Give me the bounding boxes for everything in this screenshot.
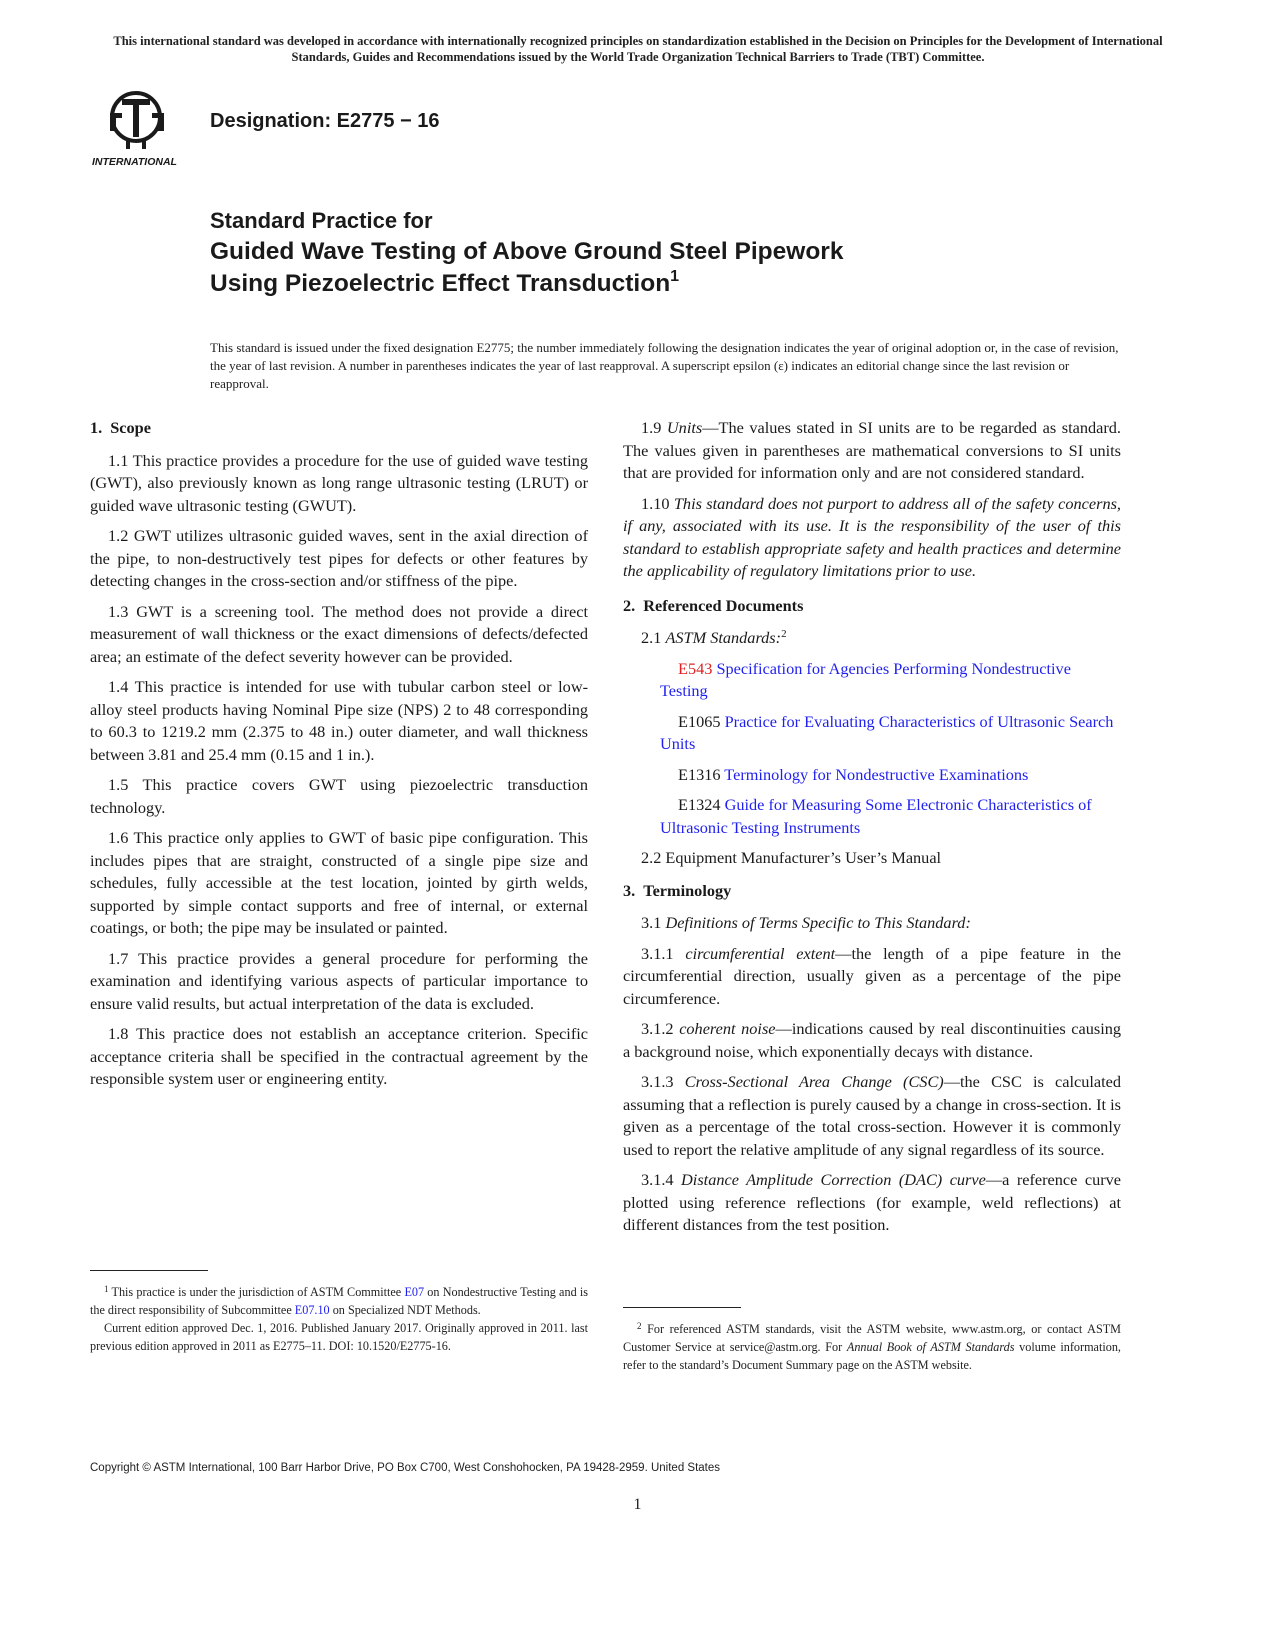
definition-text: —a reference curve plotted using reference reflections (for example, weld reflections) at different distances from the test position. [623, 1170, 1122, 1234]
reference-item[interactable] [623, 658, 1121, 703]
paragraph-1-9-num: 1.9 [641, 418, 662, 437]
footnote-2-part-a: For referenced ASTM standards, visit the ASTM website, www.astm.org, or contact ASTM Customer Service at service@astm.org. For [623, 1322, 1122, 1354]
footnote-2-part-b: volume information, refer to the standard’s Document Summary page on the ASTM website. [623, 1340, 1121, 1372]
footnote-2-text [623, 1320, 1121, 1374]
paragraph-1-9 [623, 417, 1121, 485]
copyright-notice: Copyright © ASTM International, 100 Barr Harbor Drive, PO Box C700, West Conshohocken, PA 19428-2959. United States [90, 1462, 721, 1474]
definition-num: 3.1.1 [641, 943, 674, 963]
reference-code: E1324 [678, 795, 721, 814]
paragraph-1-8: 1.8 This practice does not establish an acceptance criterion. Specific acceptance criteria shall be specified in the contractual agreement by the responsible system user or engineering entity. [90, 1024, 588, 1088]
definition-term: Distance Amplitude Correction (DAC) curve [681, 1170, 986, 1189]
paragraph-1-2: 1.2 GWT utilizes ultrasonic guided waves, sent in the axial direction of the pipe, to non-destructively test pipes for defects or other features by detecting changes in the cross-section and/or stiffness of the pipe. [90, 526, 588, 590]
paragraph-2-2: 2.2 Equipment Manufacturer’s User’s Manual [641, 848, 942, 867]
paragraph-1-9-text: —The values stated in SI units are to be regarded as standard. The values given in parentheses are mathematical conversions to SI units that are provided for information only and are not considered standard. [623, 418, 1121, 482]
footnote-1-mark: 1 [104, 1284, 109, 1294]
astm-logo-icon [92, 87, 192, 167]
footnote-1-part-a: This practice is under the jurisdiction of ASTM Committee [111, 1285, 405, 1299]
reference-code: E1065 [678, 711, 721, 731]
reference-link[interactable]: Specification for Agencies Performing Nondestructive Testing [660, 658, 1071, 700]
paragraph-1-1: 1.1 This practice provides a procedure for the use of guided wave testing (GWT), also previously known as long range ultrasonic testing (LRUT) or guided wave ultrasonic testing (GWUT). [90, 450, 588, 515]
footnote-2 [623, 1320, 1121, 1374]
paragraph-1-9-label: Units [666, 418, 703, 437]
reference-code[interactable]: E543 [678, 658, 713, 678]
definition-text: —the CSC is calculated assuming that a reflection is purely caused by a change in cross-section. It is given as a percentage of the total cross-section. However it is commonly used to report the relative amplitude of any signal regardless of its source. [623, 1072, 1122, 1159]
definition-3-1-2 [623, 1018, 1121, 1063]
logo-text: INTERNATIONAL [92, 156, 177, 167]
astm-logo [92, 87, 192, 167]
footnote-1-text [90, 1283, 588, 1319]
section-heading-terminology [623, 880, 1121, 903]
paragraph-3-1-text: Definitions of Terms Specific to This Standard: [665, 913, 971, 932]
reference-code: E1316 [678, 764, 721, 784]
reference-item[interactable] [623, 764, 1121, 787]
paragraph-1-5: 1.5 This practice covers GWT using piezoelectric transduction technology. [90, 775, 588, 817]
reference-link[interactable]: Terminology for Nondestructive Examinations [724, 764, 1029, 784]
definition-num: 3.1.3 [641, 1072, 674, 1091]
footnote-2-mark: 2 [637, 1321, 642, 1331]
paragraph-1-6: 1.6 This practice only applies to GWT of basic pipe configuration. This includes pipes that are straight, constructed of a single pipe size and schedules, fully accessible at the test location, jointed by girth welds, supported by simple contact supports and free of internal, or external coatings, or both; the pipe may be insulated or painted. [90, 828, 588, 937]
paragraph-2-1-num: 2.1 [641, 628, 662, 647]
wto-notice: This international standard was developed in accordance with internationally recognized principles on standardization established in the Decision on Principles for the Development of International Standards, Guides and Recommendations issued by the World Trade Organization Technical Barriers to Trade (TBT) Committee. [113, 34, 1163, 64]
paragraph-1-7: 1.7 This practice provides a general procedure for performing the examination and identifying various aspects of particular importance to ensure valid results, but actual interpretation of the data is excluded. [90, 948, 588, 1013]
section-title: Referenced Documents [643, 595, 804, 615]
footnote-1-part-c: on Specialized NDT Methods. [329, 1303, 481, 1317]
right-column [623, 417, 1121, 1245]
document-title [210, 206, 1190, 300]
paragraph-2-1-label: ASTM Standards: [665, 628, 782, 647]
title-footnote-mark: 1 [670, 268, 680, 285]
paragraph-1-3: 1.3 GWT is a screening tool. The method does not provide a direct measurement of wall thickness or the exact dimensions of defects/defected area; an estimate of the defect severity however can be provided. [90, 601, 588, 666]
definition-text: —the length of a pipe feature in the circumferential direction, usually given as a percentage of the pipe circumference. [623, 943, 1121, 1008]
footnote-1-part-b: on Nondestructive Testing and is the direct responsibility of Subcommittee [90, 1285, 589, 1317]
definition-num: 3.1.2 [641, 1019, 674, 1038]
reference-item[interactable] [623, 794, 1121, 839]
link-e07-10[interactable]: E07.10 [294, 1303, 330, 1317]
paragraph-1-4: 1.4 This practice is intended for use with tubular carbon steel or low-alloy steel products having Nominal Pipe size (NPS) 2 to 48 corresponding to 60.3 to 1219.2 mm (2.375 to 48 in.) outer diameter, and wall thickness between 3.81 and 25.4 mm (0.15 and 1 in.). [90, 677, 588, 764]
title-line-2: Guided Wave Testing of Above Ground Steel Pipework [210, 238, 844, 265]
title-line-1: Standard Practice for [210, 208, 433, 233]
paragraph-3-1 [623, 912, 1121, 935]
left-column [90, 417, 588, 1099]
definition-3-1-3 [623, 1071, 1121, 1161]
footnote-rule-right [623, 1307, 741, 1308]
definition-num: 3.1.4 [641, 1170, 674, 1189]
definition-term: circumferential extent [685, 943, 836, 963]
paragraph-1-10 [623, 493, 1121, 583]
definition-term: Cross-Sectional Area Change (CSC) [684, 1072, 944, 1091]
definition-3-1-4 [623, 1169, 1121, 1237]
footnote-2-ref-mark: 2 [781, 628, 787, 640]
reference-link[interactable]: Practice for Evaluating Characteristics of Ultrasonic Search Units [660, 711, 1114, 753]
definition-text: —indications caused by real discontinuities causing a background noise, which exponentially decays with distance. [623, 1019, 1121, 1061]
page-number: 1 [633, 1496, 642, 1513]
paragraph-1-10-num: 1.10 [641, 493, 670, 513]
reference-link[interactable]: Guide for Measuring Some Electronic Characteristics of Ultrasonic Testing Instruments [660, 795, 1092, 837]
definition-3-1-1 [623, 943, 1121, 1011]
section-number: 3. [623, 880, 636, 900]
title-line-3 [210, 268, 1190, 300]
section-number: 2. [623, 595, 636, 615]
footnote-rule-left [90, 1270, 208, 1271]
footnote-2-italic: Annual Book of ASTM Standards [846, 1340, 1015, 1354]
section-number: 1. [90, 418, 103, 437]
paragraph-1-10-text: This standard does not purport to address all of the safety concerns, if any, associated with its use. It is the responsibility of the user of this standard to establish appropriate safety and health practices and determine the applicability of regulatory limitations prior to use. [623, 493, 1121, 580]
section-heading-scope [90, 417, 588, 440]
definition-term: coherent noise [679, 1019, 776, 1038]
section-title: Scope [110, 418, 151, 437]
link-e07[interactable]: E07 [404, 1285, 425, 1299]
footnote-1 [90, 1283, 588, 1355]
paragraph-3-1-num: 3.1 [641, 913, 662, 932]
section-title: Terminology [643, 880, 732, 900]
section-heading-references [623, 595, 1121, 618]
issued-note: This standard is issued under the fixed designation E2775; the number immediately following the designation indicates the year of original adoption or, in the case of revision, the year of last revision. A number in parentheses indicates the year of last reapproval. A superscript epsilon (ε) indicates an editorial change since the last revision or reapproval. [210, 340, 1119, 391]
paragraph-2-1 [623, 627, 1121, 650]
designation: Designation: E2775 − 16 [210, 110, 440, 132]
reference-item[interactable] [623, 711, 1121, 756]
footnote-1-edition: Current edition approved Dec. 1, 2016. Published January 2017. Originally approved in 2011. last previous edition approved in 2011 as E2775–11. DOI: 10.1520/E2775-16. [90, 1321, 588, 1353]
title-line-3-text: Using Piezoelectric Effect Transduction [210, 270, 671, 297]
